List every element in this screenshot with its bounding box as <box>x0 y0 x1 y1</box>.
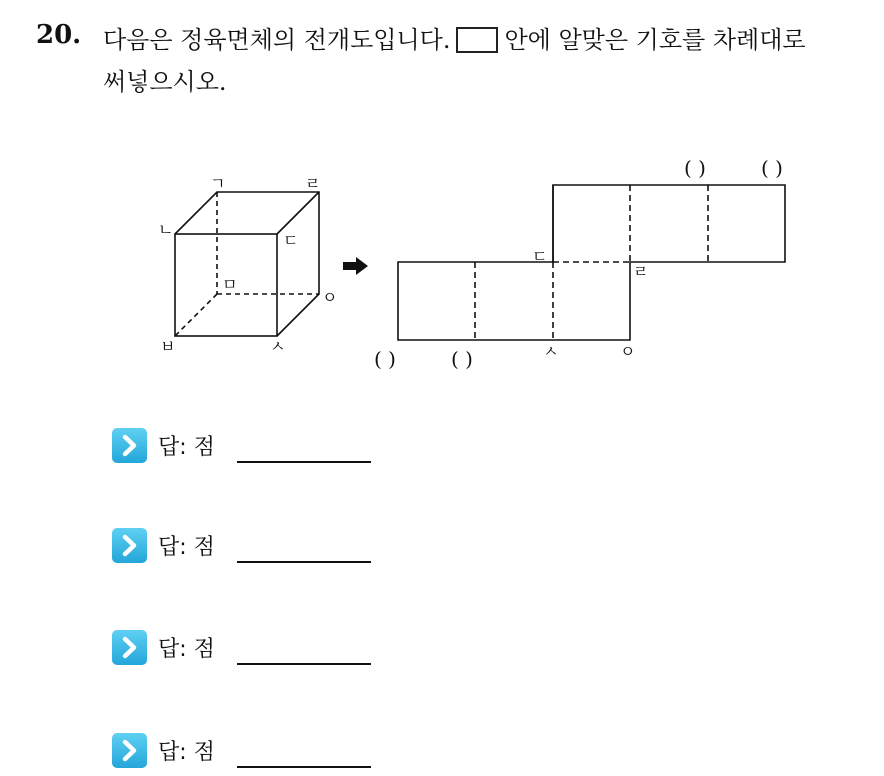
cube-label-b: ㅂ <box>160 337 176 356</box>
question-number: 20. <box>36 20 82 50</box>
cube-label-m: ㅁ <box>222 275 238 294</box>
cube-label-g: ㄱ <box>210 174 226 193</box>
net-outline <box>398 185 785 340</box>
cube-label-n: ㄴ <box>158 220 174 239</box>
net-blank-bottom-2: ( ) <box>451 347 473 371</box>
answer-row-1 <box>112 428 372 468</box>
net-blank-top-2: ( ) <box>761 156 783 180</box>
chevron-right-icon <box>112 528 147 563</box>
cube-hidden-diagonal-edge <box>175 294 217 336</box>
cube-drawing <box>175 192 319 336</box>
cube-label-o: ㅇ <box>322 288 338 307</box>
answer-blank-line[interactable] <box>237 766 371 768</box>
cube-label-s: ㅅ <box>270 337 286 356</box>
answer-blank-line[interactable] <box>237 663 371 665</box>
question-text-after: 안에 알맞은 기호를 차례대로 <box>504 26 806 54</box>
answer-row-3 <box>112 630 372 670</box>
answer-blank-line[interactable] <box>237 461 371 463</box>
answer-label: 답: 점 <box>158 535 215 560</box>
cube-label-r: ㄹ <box>305 174 321 193</box>
net-label-s: ㅅ <box>543 342 559 361</box>
answer-blank-line[interactable] <box>237 561 371 563</box>
net-label-d: ㄷ <box>532 247 548 266</box>
net-label-o: ㅇ <box>620 342 636 361</box>
right-arrow-icon <box>343 257 368 275</box>
question-text-line2: 써넣으시오. <box>103 68 227 96</box>
net-drawing <box>398 185 785 340</box>
chevron-right-icon <box>112 630 147 665</box>
cube-label-d: ㄷ <box>283 231 299 250</box>
question-text-before: 다음은 정육면체의 전개도입니다. <box>103 26 451 54</box>
cube-top-right-edge <box>277 192 319 234</box>
net-label-r: ㄹ <box>633 262 649 281</box>
answer-label: 답: 점 <box>158 740 215 765</box>
answer-row-4 <box>112 733 372 773</box>
net-blank-top-1: ( ) <box>684 156 706 180</box>
net-blank-bottom-1: ( ) <box>374 347 396 371</box>
chevron-right-icon <box>112 428 147 463</box>
answer-row-2 <box>112 528 372 568</box>
answer-label: 답: 점 <box>158 637 215 662</box>
answer-label: 답: 점 <box>158 435 215 460</box>
chevron-right-icon <box>112 733 147 768</box>
